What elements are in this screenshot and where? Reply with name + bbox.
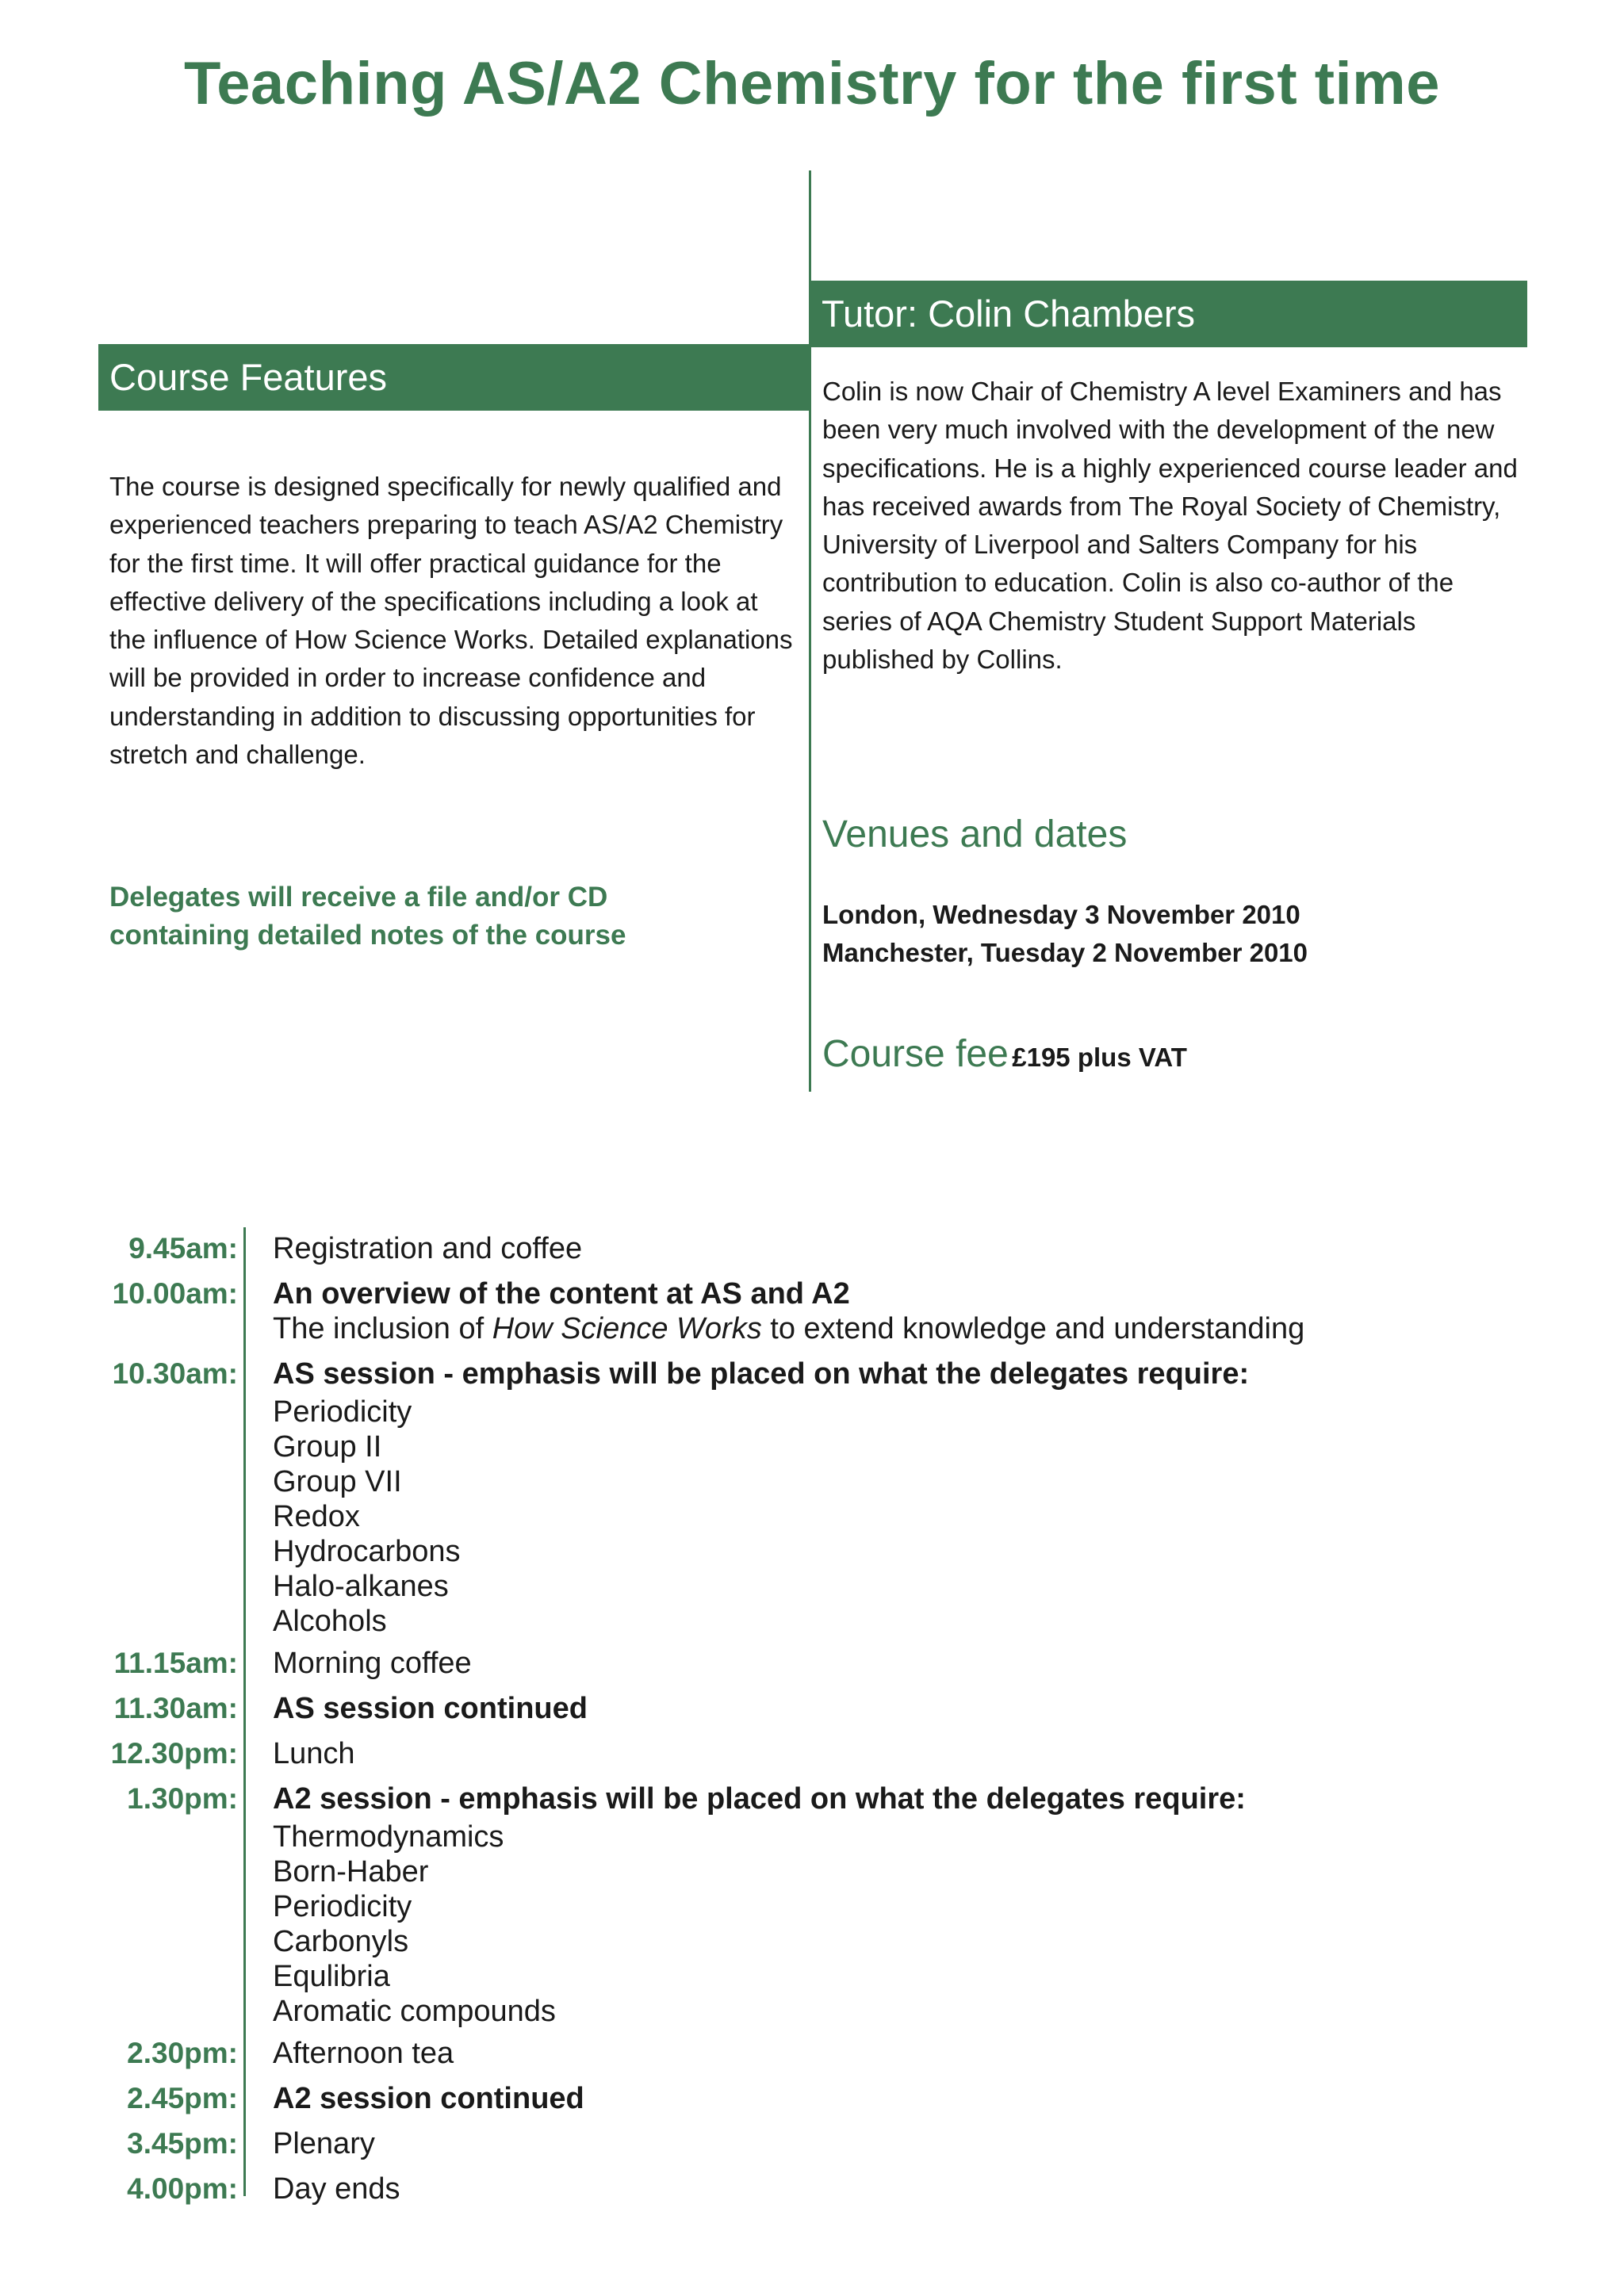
schedule-topic: Group II — [273, 1430, 382, 1464]
schedule-topic: Equlibria — [273, 1960, 390, 1993]
schedule-item-title: Plenary — [273, 2127, 375, 2160]
schedule-time: 2.30pm: — [127, 2037, 238, 2069]
schedule-topic: Hydrocarbons — [273, 1535, 461, 1568]
schedule-time: 1.30pm: — [127, 1782, 238, 1815]
schedule-time: 4.00pm: — [127, 2172, 238, 2205]
schedule-item-title: Registration and coffee — [273, 1232, 583, 1265]
schedule-topic: Group VII — [273, 1465, 402, 1498]
schedule-topic: Born-Haber — [273, 1855, 429, 1888]
schedule-item-title: Lunch — [273, 1737, 355, 1770]
schedule-item-title: A2 session - emphasis will be placed on what the delegates require: — [273, 1782, 1246, 1816]
course-fee — [822, 1032, 1187, 1076]
schedule-topic: Aromatic compounds — [273, 1995, 556, 2028]
schedule-topic: Periodicity — [273, 1395, 412, 1429]
tutor-heading: Tutor: Colin Chambers — [810, 281, 1527, 347]
schedule-time: 2.45pm: — [127, 2082, 238, 2114]
schedule-time: 3.45pm: — [127, 2127, 238, 2160]
schedule-time: 11.15am: — [113, 1647, 238, 1679]
schedule-item-detail: The inclusion of How Science Works to extend knowledge and understanding — [273, 1312, 1305, 1345]
schedule-item-title: Afternoon tea — [273, 2037, 454, 2070]
schedule-topic: Thermodynamics — [273, 1820, 504, 1854]
venue-item-london: London, Wednesday 3 November 2010 — [822, 900, 1300, 929]
schedule-item-title: Day ends — [273, 2172, 400, 2206]
course-fee-label: Course fee — [822, 1033, 1009, 1075]
schedule-time: 10.30am: — [112, 1357, 238, 1390]
venues-heading: Venues and dates — [822, 813, 1128, 855]
schedule-time: 12.30pm: — [110, 1737, 238, 1770]
schedule-item-title: A2 session continued — [273, 2082, 584, 2115]
schedule-item-title: AS session continued — [273, 1692, 588, 1725]
course-features-heading: Course Features — [98, 344, 810, 411]
delegates-note: Delegates will receive a file and/or CD containing detailed notes of the course — [109, 882, 626, 951]
venue-item-manchester: Manchester, Tuesday 2 November 2010 — [822, 938, 1308, 967]
schedule-topic: Redox — [273, 1500, 360, 1533]
schedule-item-title: AS session - emphasis will be placed on what the delegates require: — [273, 1357, 1250, 1391]
course-fee-value: £195 plus VAT — [1012, 1043, 1187, 1072]
course-features-description: The course is designed specifically for newly qualified and experienced teachers preparing to teach AS/A2 Chemistry for the first time. It will offer practical guidance for the effective delivery of the specifications including a look at the influence of How Science Works. Detailed explanations will be provided in order to increase confidence and understanding in addition to discussing opportunities for stretch and challenge. — [109, 472, 793, 770]
schedule-time: 10.00am: — [112, 1277, 238, 1310]
schedule-time: 11.30am: — [113, 1692, 238, 1724]
schedule-divider — [243, 1227, 246, 2196]
tutor-bio: Colin is now Chair of Chemistry A level Examiners and has been very much involved with the development of the new specifications. He is a highly experienced course leader and has received awards from The Royal Society of Chemistry, University of Liverpool and Salters Company for his contribution to education. Colin is also co-author of the series of AQA Chemistry Student Support Materials published by Collins. — [822, 377, 1518, 675]
schedule-item-title: An overview of the content at AS and A2 — [273, 1277, 850, 1311]
schedule-topic: Periodicity — [273, 1890, 412, 1923]
schedule-topic: Alcohols — [273, 1605, 387, 1638]
schedule-time: 9.45am: — [128, 1232, 238, 1265]
schedule-topic: Carbonyls — [273, 1925, 409, 1958]
schedule-item-title: Morning coffee — [273, 1647, 472, 1680]
schedule-topic: Halo-alkanes — [273, 1570, 449, 1603]
page-title: Teaching AS/A2 Chemistry for the first time — [183, 50, 1441, 117]
venue-list — [822, 896, 1308, 972]
